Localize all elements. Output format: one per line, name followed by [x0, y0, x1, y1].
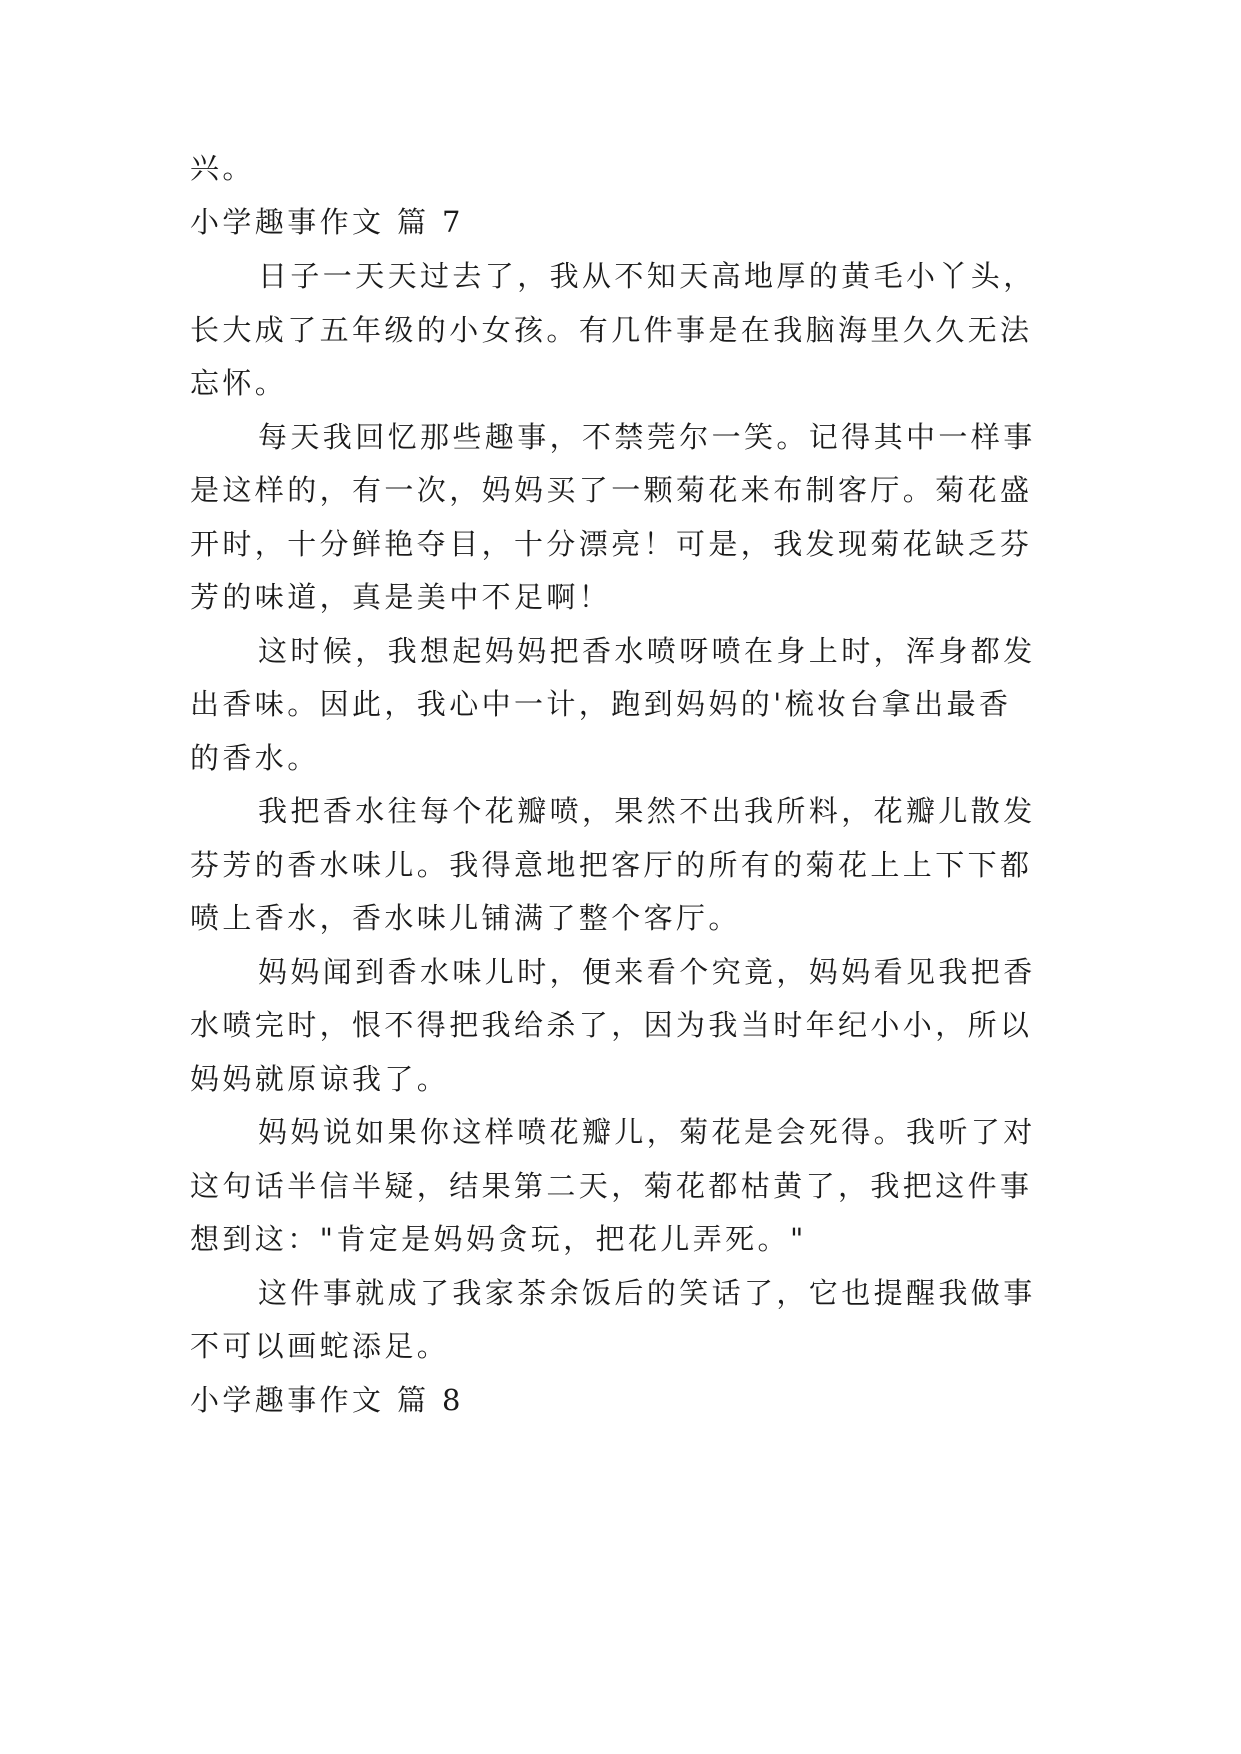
text-line: 这时候，我想起妈妈把香水喷呀喷在身上时，浑身都发 [258, 634, 1036, 668]
text-line: 水喷完时，恨不得把我给杀了，因为我当时年纪小小，所以 [190, 1008, 1033, 1042]
text-line: 兴。 [190, 151, 255, 185]
text-line: 的香水。 [190, 741, 320, 775]
text-line: 不可以画蛇添足。 [190, 1329, 450, 1363]
text-line: 忘怀。 [190, 366, 288, 400]
text-line: 妈妈就原谅我了。 [190, 1062, 450, 1096]
text-line: 我把香水往每个花瓣喷，果然不出我所料，花瓣儿散发 [258, 794, 1036, 828]
text-line: 出香味。因此，我心中一计，跑到妈妈的'梳妆台拿出最香 [190, 687, 1012, 721]
text-line: 每天我回忆那些趣事，不禁莞尔一笑。记得其中一样事 [258, 420, 1036, 454]
text-line: 开时，十分鲜艳夺目，十分漂亮！可是，我发现菊花缺乏芬 [190, 527, 1033, 561]
text-line: 妈妈说如果你这样喷花瓣儿，菊花是会死得。我听了对 [258, 1115, 1036, 1149]
text-line: 芳的味道，真是美中不足啊！ [190, 580, 612, 614]
text-line: 这件事就成了我家茶余饭后的笑话了，它也提醒我做事 [258, 1276, 1036, 1310]
text-line: 妈妈闻到香水味儿时，便来看个究竟，妈妈看见我把香 [258, 955, 1036, 989]
section-heading: 小学趣事作文 篇 8 [190, 1383, 464, 1417]
text-line: 这句话半信半疑，结果第二天，菊花都枯黄了，我把这件事 [190, 1169, 1033, 1203]
text-line: 想到这："肯定是妈妈贪玩，把花儿弄死。" [190, 1222, 807, 1256]
text-line: 长大成了五年级的小女孩。有几件事是在我脑海里久久无法 [190, 313, 1033, 347]
text-line: 是这样的，有一次，妈妈买了一颗菊花来布制客厅。菊花盛 [190, 473, 1033, 507]
text-line: 芬芳的香水味儿。我得意地把客厅的所有的菊花上上下下都 [190, 848, 1033, 882]
text-line: 喷上香水，香水味儿铺满了整个客厅。 [190, 901, 741, 935]
text-line: 日子一天天过去了，我从不知天高地厚的黄毛小丫头， [258, 259, 1036, 293]
section-heading: 小学趣事作文 篇 7 [190, 205, 464, 239]
